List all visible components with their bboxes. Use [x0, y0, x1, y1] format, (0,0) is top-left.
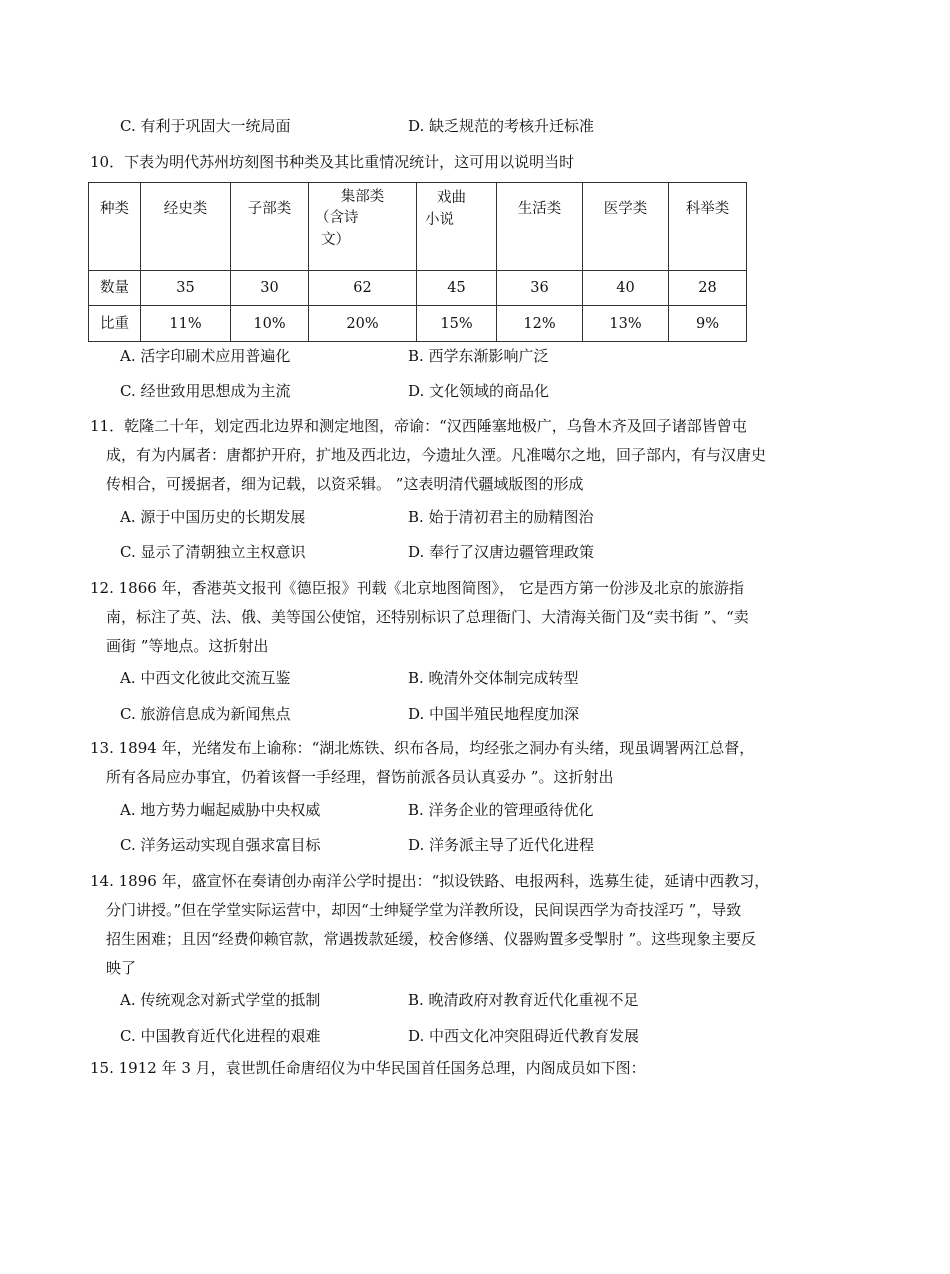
q11-option-b: B. 始于清初君主的励精图治 — [408, 508, 594, 526]
table-header-cell: 科举类 — [669, 183, 747, 271]
q12-stem-line: 12. 1866 年，香港英文报刊《德臣报》刊载《北京地图简图》， 它是西方第一份涉及北京的旅游指 — [90, 579, 744, 597]
q11-stem-line: 成，有为内属者：唐都护开府，扩地及西北边，今遗址久湮。凡准噶尔之地，回子部内，有与汉唐史 — [106, 446, 767, 464]
q12-option-a: A. 中西文化彼此交流互鉴 — [120, 669, 291, 687]
table-cell: 9% — [669, 306, 747, 342]
table-cell: 11% — [141, 306, 231, 342]
q10-option-a: A. 活字印刷术应用普遍化 — [120, 347, 291, 365]
q9-option-d: D. 缺乏规范的考核升迁标准 — [408, 117, 595, 135]
table-cell: 45 — [417, 271, 497, 306]
q11-option-c: C. 显示了清朝独立主权意识 — [120, 543, 306, 561]
q11-option-a: A. 源于中国历史的长期发展 — [120, 508, 306, 526]
q14-option-d: D. 中西文化冲突阻碍近代教育发展 — [408, 1027, 640, 1045]
table-row-ratio — [89, 306, 747, 342]
q15-stem: 15. 1912 年 3 月，袁世凯任命唐绍仪为中华民国首任国务总理，内阁成员如下图： — [90, 1059, 646, 1077]
table-header-cell — [309, 183, 417, 271]
table-header-line: （含诗 — [315, 210, 359, 226]
q12-stem-line: 南，标注了英、法、俄、美等国公使馆，还特别标识了总理衙门、大清海关衙门及“卖书街 ”、“卖 — [106, 608, 749, 626]
table-row-quantity — [89, 271, 747, 306]
q12-option-d: D. 中国半殖民地程度加深 — [408, 705, 580, 723]
table-header-row — [89, 183, 747, 271]
table-header-line: 文） — [321, 232, 350, 248]
table-header-cell: 子部类 — [231, 183, 309, 271]
table-header-line: 戏曲 — [437, 190, 466, 206]
q9-option-c: C. 有利于巩固大一统局面 — [120, 117, 291, 135]
q14-stem-line: 招生困难；且因“经费仰赖官款，常遇拨款延缓，校舍修缮、仪器购置多受掣肘 ”。这些现象主要反 — [106, 930, 757, 948]
table-header-cell: 生活类 — [497, 183, 583, 271]
q10-option-b: B. 西学东渐影响广泛 — [408, 347, 549, 365]
q14-option-a: A. 传统观念对新式学堂的抵制 — [120, 991, 321, 1009]
table-row-label: 比重 — [89, 306, 141, 342]
table-header-line: 小说 — [425, 212, 454, 228]
q10-stem: 10．下表为明代苏州坊刻图书种类及其比重情况统计，这可用以说明当时 — [90, 153, 575, 171]
q14-stem-line: 分门讲授。”但在学堂实际运营中，却因“士绅疑学堂为洋教所设，民间误西学为奇技淫巧 ”，导致 — [106, 901, 742, 919]
q10-option-c: C. 经世致用思想成为主流 — [120, 382, 291, 400]
q14-stem-line: 映了 — [106, 959, 137, 977]
table-cell: 10% — [231, 306, 309, 342]
q13-option-d: D. 洋务派主导了近代化进程 — [408, 836, 595, 854]
table-header-cell: 医学类 — [583, 183, 669, 271]
table-cell: 40 — [583, 271, 669, 306]
q14-stem-line: 14. 1896 年，盛宣怀在奏请创办南洋公学时提出：“拟设铁路、电报两科，选募生徒，延请中西教习， — [90, 872, 770, 890]
table-header-cell: 种类 — [89, 183, 141, 271]
table-header-cell — [417, 183, 497, 271]
table-cell: 12% — [497, 306, 583, 342]
table-cell: 28 — [669, 271, 747, 306]
q10-stats-table — [88, 182, 747, 342]
table-cell: 62 — [309, 271, 417, 306]
q12-option-c: C. 旅游信息成为新闻焦点 — [120, 705, 291, 723]
table-row-label: 数量 — [89, 271, 141, 306]
table-cell: 30 — [231, 271, 309, 306]
q13-option-b: B. 洋务企业的管理亟待优化 — [408, 801, 594, 819]
q10-option-d: D. 文化领域的商品化 — [408, 382, 550, 400]
q13-stem-line: 所有各局应办事宜，仍着该督一手经理，督饬前派各员认真妥办 ”。这折射出 — [106, 768, 614, 786]
table-cell: 15% — [417, 306, 497, 342]
q13-stem-line: 13. 1894 年，光绪发布上谕称：“湖北炼铁、织布各局，均经张之洞办有头绪，现虽调署两江总督， — [90, 739, 755, 757]
q12-stem-line: 画街 ”等地点。这折射出 — [106, 637, 269, 655]
q13-option-a: A. 地方势力崛起威胁中央权威 — [120, 801, 321, 819]
table-cell: 13% — [583, 306, 669, 342]
q11-option-d: D. 奉行了汉唐边疆管理政策 — [408, 543, 595, 561]
table-cell: 20% — [309, 306, 417, 342]
q11-stem-line: 传相合，可援据者，细为记载，以资采辑。 ”这表明清代疆域版图的形成 — [106, 475, 584, 493]
q14-option-c: C. 中国教育近代化进程的艰难 — [120, 1027, 321, 1045]
table-header-cell: 经史类 — [141, 183, 231, 271]
q13-option-c: C. 洋务运动实现自强求富目标 — [120, 836, 321, 854]
table-header-line: 集部类 — [340, 189, 385, 205]
table-cell: 36 — [497, 271, 583, 306]
q14-option-b: B. 晚清政府对教育近代化重视不足 — [408, 991, 639, 1009]
q12-option-b: B. 晚清外交体制完成转型 — [408, 669, 579, 687]
q11-stem-line: 11．乾隆二十年，划定西北边界和测定地图，帝谕：“汉西陲塞地极广，乌鲁木齐及回子诸部皆曾屯 — [90, 417, 747, 435]
table-cell: 35 — [141, 271, 231, 306]
